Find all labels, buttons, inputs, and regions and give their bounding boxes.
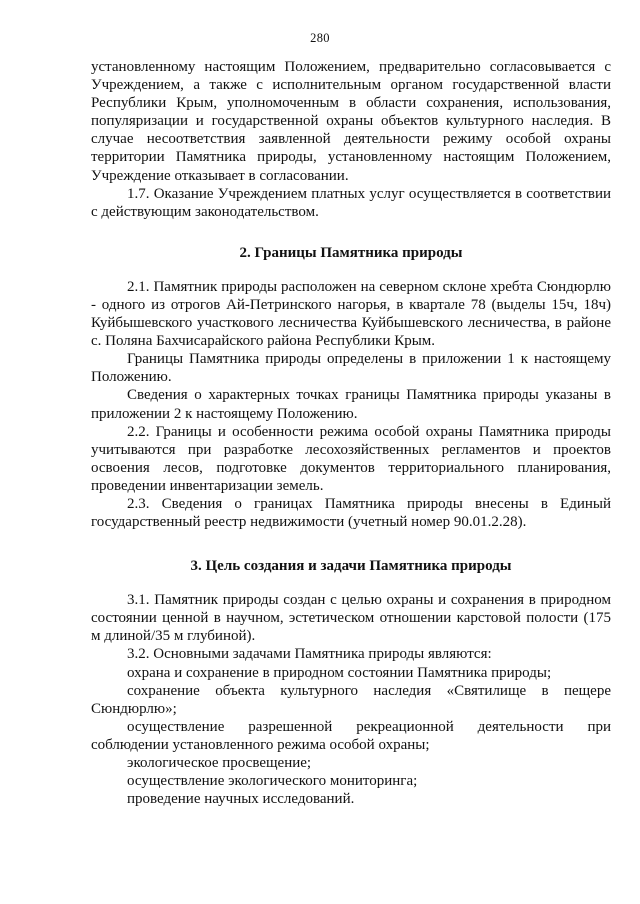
paragraph-1-7: 1.7. Оказание Учреждением платных услуг осуществляется в соответствии с действующим законодательством. — [91, 185, 611, 220]
task-item: проведение научных исследований. — [127, 791, 355, 808]
paragraph-2-3: 2.3. Сведения о границах Памятника природы внесены в Единый государственный реестр недвижимости (учетный номер 90.01.2.28). — [91, 495, 611, 531]
document-body — [91, 58, 611, 808]
task-item: осуществление разрешенной рекреационной деятельности при соблюдении установленного режима особой охраны; — [91, 718, 611, 753]
task-item: экологическое просвещение; — [127, 755, 312, 771]
section-3-heading: 3. Цель создания и задачи Памятника природы — [190, 558, 512, 575]
paragraph-2-1: 2.1. Памятник природы расположен на северном склоне хребта Сюндюрлю - одного из отрогов Ай-Петринского нагорья, в квартале 78 (выделы 15ч, 18ч) Куйбышевского участкового лесничества Куйбышевского лесничества, в районе с. Поляна Бахчисарайского района Республики Крым. — [91, 278, 611, 350]
section-2-heading: 2. Границы Памятника природы — [239, 244, 463, 261]
intro-paragraph: установленному настоящим Положением, предварительно согласовывается с Учреждением, а также с исполнительным органом государственной власти Республики Крым, уполномоченным в области сохранения, использования, популяризации и государственной охраны объектов культурного наследия. В случае несоответствия заявленной деятельности режиму особой охраны территории Памятника природы, установленному настоящим Положением, Учреждение отказывает в согласовании. — [91, 59, 611, 184]
paragraph-2-1-points: Сведения о характерных точках границы Памятника природы указаны в приложении 2 к настоящему Положению. — [91, 387, 611, 422]
paragraph-2-2: 2.2. Границы и особенности режима особой охраны Памятника природы учитываются при разработке лесохозяйственных регламентов и проектов освоения лесов, подготовке документов территориального планирования, проведении инвентаризации земель. — [91, 423, 611, 494]
task-item: осуществление экологического мониторинга; — [127, 773, 418, 790]
task-item: сохранение объекта культурного наследия «Святилище в пещере Сюндюрлю»; — [91, 682, 611, 717]
paragraph-3-2: 3.2. Основными задачами Памятника природы являются: — [127, 646, 492, 663]
task-item: охрана и сохранение в природном состоянии Памятника природы; — [127, 664, 552, 681]
paragraph-2-1-boundaries: Границы Памятника природы определены в приложении 1 к настоящему Положению. — [91, 351, 611, 386]
page-number: 280 — [310, 31, 330, 45]
paragraph-3-1: 3.1. Памятник природы создан с целью охраны и сохранения в природном состоянии ценной в научном, эстетическом отношении карстовой полости (175 м длиной/35 м глубиной). — [91, 592, 611, 645]
